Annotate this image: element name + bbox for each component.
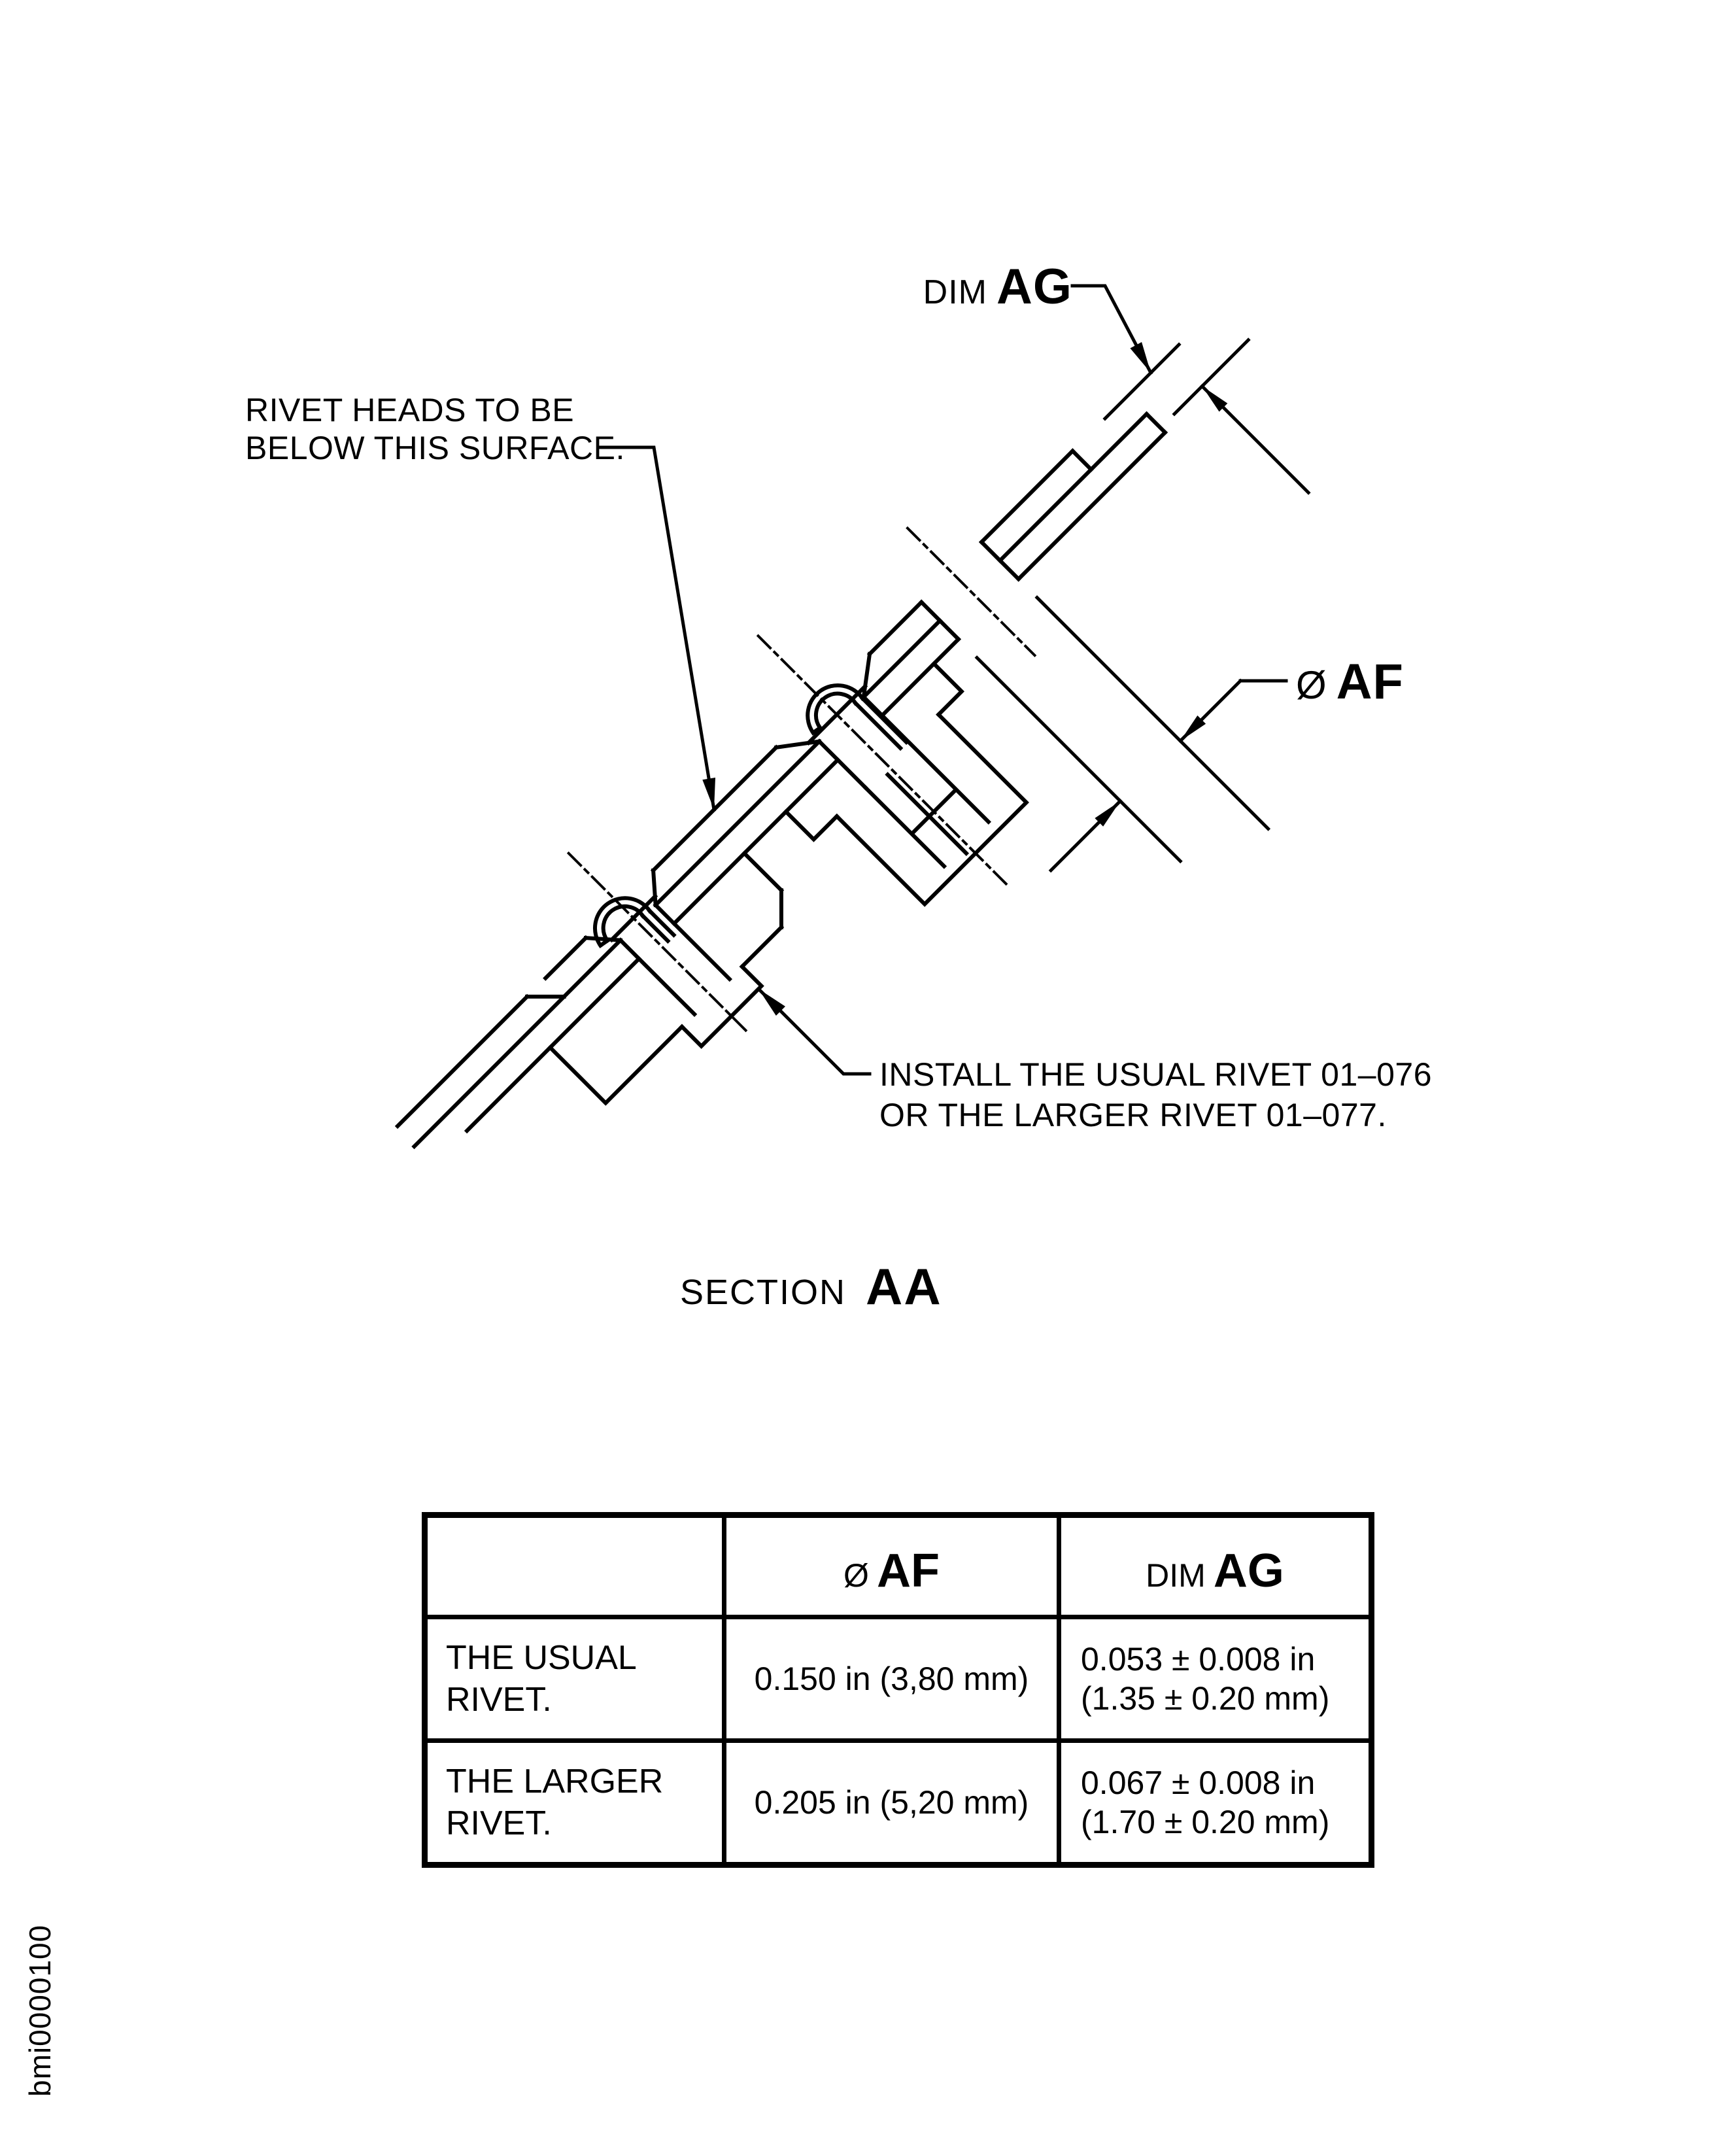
substructure-left bbox=[550, 853, 800, 1103]
dim-ag-leader bbox=[1072, 286, 1151, 373]
usual-af-value: 0.150 in (3,80 mm) bbox=[726, 1619, 1057, 1738]
dia-af-code: AF bbox=[1336, 654, 1404, 710]
table-header-ag-prefix: DIM bbox=[1146, 1557, 1206, 1594]
rivet-heads-leader bbox=[598, 447, 714, 810]
dia-af-callout bbox=[1296, 653, 1404, 710]
dim-ag-callout bbox=[863, 258, 1072, 315]
dim-ag-arrow-lower bbox=[1198, 382, 1227, 411]
usual-ag-line2: (1.35 ± 0.20 mm) bbox=[1081, 1680, 1330, 1717]
table-header-ag-code: AG bbox=[1213, 1545, 1284, 1597]
section-caption-prefix: SECTION bbox=[680, 1273, 847, 1312]
table-header-ag bbox=[1061, 1518, 1369, 1615]
install-note-line1: INSTALL THE USUAL RIVET 01–076 bbox=[879, 1056, 1433, 1093]
usual-label-line1: THE USUAL bbox=[446, 1639, 637, 1677]
dim-ag-prefix: DIM bbox=[923, 273, 987, 311]
larger-af-value: 0.205 in (5,20 mm) bbox=[726, 1743, 1057, 1862]
rivet-heads-note-line2: BELOW THIS SURFACE. bbox=[245, 430, 625, 466]
install-note-line2: OR THE LARGER RIVET 01–077. bbox=[879, 1097, 1387, 1133]
usual-ag-line1: 0.053 ± 0.008 in bbox=[1081, 1641, 1316, 1678]
countersink-and-heads bbox=[586, 654, 888, 956]
dia-af-arrow-left bbox=[1095, 797, 1124, 826]
usual-label-line2: RIVET. bbox=[446, 1681, 552, 1719]
skin-sheet-lines bbox=[396, 396, 1165, 1165]
table-header-blank bbox=[428, 1518, 722, 1615]
rivet-spec-table bbox=[422, 1512, 1374, 1868]
diameter-symbol: Ø bbox=[1296, 663, 1327, 707]
document-number: bmi0000100 bbox=[23, 1924, 57, 2097]
larger-ag-value bbox=[1061, 1743, 1369, 1862]
rivet-heads-note-line1: RIVET HEADS TO BE bbox=[245, 392, 575, 428]
dia-af-arrow-right bbox=[1176, 715, 1206, 745]
table-header-af-symbol: Ø bbox=[843, 1557, 869, 1594]
larger-ag-line1: 0.067 ± 0.008 in bbox=[1081, 1764, 1316, 1801]
rivet-heads-note bbox=[245, 391, 625, 467]
larger-label-line2: RIVET. bbox=[446, 1804, 552, 1842]
larger-label-line1: THE LARGER bbox=[446, 1763, 664, 1800]
centerlines bbox=[554, 508, 1136, 1090]
table-header-af-code: AF bbox=[876, 1545, 940, 1597]
install-arrow bbox=[754, 984, 785, 1016]
dim-ag-code: AG bbox=[996, 259, 1072, 315]
section-caption bbox=[680, 1257, 942, 1317]
table-header-af bbox=[726, 1518, 1057, 1615]
larger-ag-line2: (1.70 ± 0.20 mm) bbox=[1081, 1804, 1330, 1840]
table-row-label-larger bbox=[428, 1743, 722, 1862]
table-row-label-usual bbox=[428, 1619, 722, 1738]
section-caption-code: AA bbox=[866, 1258, 942, 1315]
usual-ag-value bbox=[1061, 1619, 1369, 1738]
install-note bbox=[879, 1054, 1432, 1135]
